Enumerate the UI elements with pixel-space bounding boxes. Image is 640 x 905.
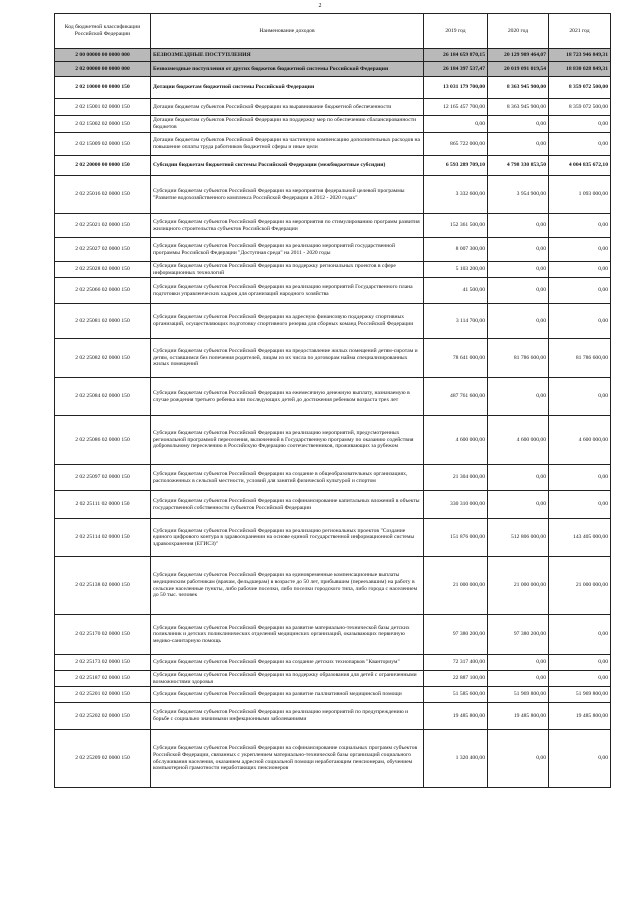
row-value-2020: 0,00	[488, 116, 549, 133]
row-code: 2 02 25016 02 0000 150	[55, 176, 151, 214]
row-value-2019: 78 641 000,00	[424, 339, 488, 378]
row-name: Субсидии бюджетам субъектов Российской Федерации на мероприятия федеральной целевой программы "Развитие водохозяйственного комплекса Российской Федерации в 2012 - 2020 годах"	[151, 176, 424, 214]
row-value-2019: 151 876 000,00	[424, 519, 488, 557]
table-row	[55, 519, 611, 557]
row-value-2019: 4 600 000,00	[424, 416, 488, 465]
row-name: БЕЗВОЗМЕЗДНЫЕ ПОСТУПЛЕНИЯ	[151, 49, 424, 62]
table-row	[55, 703, 611, 730]
table-row	[55, 62, 611, 77]
row-name: Субсидии бюджетам субъектов Российской Федерации на реализацию мероприятий государственной программы Российской Федерации "Доступная среда" на 2011 - 2020 годы	[151, 238, 424, 262]
table-row	[55, 214, 611, 238]
row-name: Субсидии бюджетам субъектов Российской Федерации на единовременные компенсационные выплаты медицинским работникам (врачам, фельдшерам) в возрасте до 50 лет, прибывшим (переехавшим) на работу в сельские населенные пункты, либо рабочие поселки, либо поселки городского типа, либо города с населением до 50 тыс. человек	[151, 557, 424, 615]
row-value-2021: 51 969 800,00	[549, 687, 611, 703]
header-code: Код бюджетной классификации Российской Федерации	[55, 14, 151, 49]
row-value-2021: 0,00	[549, 214, 611, 238]
table-body	[55, 49, 611, 788]
row-value-2019: 51 585 600,00	[424, 687, 488, 703]
table-row	[55, 99, 611, 116]
table-row	[55, 671, 611, 687]
table-row	[55, 465, 611, 491]
table-row	[55, 304, 611, 339]
table-row	[55, 557, 611, 615]
row-value-2020: 0,00	[488, 378, 549, 416]
row-code: 2 02 25170 02 0000 150	[55, 615, 151, 655]
row-value-2021: 0,00	[549, 116, 611, 133]
row-value-2021: 81 786 600,00	[549, 339, 611, 378]
row-name: Субсидии бюджетам субъектов Российской Федерации на ежемесячную денежную выплату, назначаемую в случае рождения третьего ребенка или последующих детей до достижения ребенком возраста трех лет	[151, 378, 424, 416]
row-value-2021: 143 405 000,00	[549, 519, 611, 557]
row-name: Субсидии бюджетам субъектов Российской Федерации на реализацию мероприятий Государственного плана подготовки управленческих кадров для организаций народного хозяйства	[151, 278, 424, 304]
row-value-2019: 865 722 000,00	[424, 133, 488, 156]
row-value-2020: 0,00	[488, 730, 549, 788]
row-value-2019: 26 184 659 870,15	[424, 49, 488, 62]
row-name: Дотации бюджетам субъектов Российской Федерации на выравнивание бюджетной обеспеченности	[151, 99, 424, 116]
row-name: Субсидии бюджетам субъектов Российской Федерации на создание в общеобразовательных организациях, расположенных в сельской местности, условий для занятий физической культурой и спортом	[151, 465, 424, 491]
row-value-2019: 1 320 400,00	[424, 730, 488, 788]
row-value-2019: 21 000 000,00	[424, 557, 488, 615]
row-name: Субсидии бюджетам субъектов Российской Федерации на софинансирование капитальных вложений в объекты государственной собственности субъектов Российской Федерации	[151, 491, 424, 519]
row-name: Субсидии бюджетам субъектов Российской Федерации на софинансирование социальных программ субъектов Российской Федерации, связанных с укреплением материально-технической базы организаций социального обслуживания населения, оказанием адресной социальной помощи неработающим пенсионерам, обучением компьютерной грамотности неработающих пенсионеров	[151, 730, 424, 788]
row-name: Субсидии бюджетам субъектов Российской Федерации на реализацию региональных проектов "Создание единого цифрового контура в здравоохранении на основе единой государственной информационной системы здравоохранения (ЕГИСЗ)"	[151, 519, 424, 557]
row-code: 2 02 25086 02 0000 150	[55, 416, 151, 465]
row-code: 2 02 25097 02 0000 150	[55, 465, 151, 491]
table-header-row	[55, 14, 611, 49]
row-value-2021: 0,00	[549, 671, 611, 687]
row-name: Субсидии бюджетам субъектов Российской Федерации на поддержку образования для детей с ограниченными возможностями здоровья	[151, 671, 424, 687]
header-2019: 2019 год	[424, 14, 488, 49]
row-code: 2 02 25138 02 0000 150	[55, 557, 151, 615]
row-code: 2 02 15001 02 0000 150	[55, 99, 151, 116]
row-code: 2 02 25081 02 0000 150	[55, 304, 151, 339]
row-value-2021: 0,00	[549, 262, 611, 278]
row-value-2021: 0,00	[549, 133, 611, 156]
row-code: 2 02 25114 02 0000 150	[55, 519, 151, 557]
row-code: 2 02 25111 02 0000 150	[55, 491, 151, 519]
row-name: Дотации бюджетам субъектов Российской Федерации на поддержку мер по обеспечению сбалансированности бюджетов	[151, 116, 424, 133]
row-value-2021: 18 723 946 849,31	[549, 49, 611, 62]
row-code: 2 02 25202 02 0000 150	[55, 703, 151, 730]
table-row	[55, 615, 611, 655]
table-row	[55, 49, 611, 62]
row-value-2019: 21 304 000,00	[424, 465, 488, 491]
row-code: 2 02 00000 00 0000 000	[55, 62, 151, 77]
row-name: Дотации бюджетам субъектов Российской Федерации на частичную компенсацию дополнительных расходов на повышение оплаты труда работников бюджетной сферы и иные цели	[151, 133, 424, 156]
row-value-2019: 152 361 500,00	[424, 214, 488, 238]
row-value-2020: 21 000 000,00	[488, 557, 549, 615]
row-value-2021: 18 830 028 849,31	[549, 62, 611, 77]
row-name: Субсидии бюджетам субъектов Российской Федерации на предоставление жилых помещений детям-сиротам и детям, оставшимся без попечения родителей, лицам из их числа по договорам найма специализированных жилых помещений	[151, 339, 424, 378]
row-code: 2 02 25209 02 0000 150	[55, 730, 151, 788]
row-value-2019: 3 332 600,00	[424, 176, 488, 214]
table-row	[55, 156, 611, 176]
row-value-2020: 0,00	[488, 262, 549, 278]
row-value-2020: 0,00	[488, 214, 549, 238]
row-value-2020: 51 969 800,00	[488, 687, 549, 703]
row-value-2019: 13 031 179 700,00	[424, 77, 488, 99]
row-value-2021: 0,00	[549, 465, 611, 491]
row-code: 2 02 10000 00 0000 150	[55, 77, 151, 99]
row-value-2020: 0,00	[488, 671, 549, 687]
row-code: 2 02 25187 02 0000 150	[55, 671, 151, 687]
row-value-2021: 4 004 835 672,10	[549, 156, 611, 176]
row-value-2020: 0,00	[488, 304, 549, 339]
row-value-2020: 8 363 945 900,00	[488, 77, 549, 99]
row-value-2021: 0,00	[549, 378, 611, 416]
row-value-2019: 72 317 400,00	[424, 655, 488, 671]
row-name: Субсидии бюджетам субъектов Российской Федерации на адресную финансовую поддержку спортивных организаций, осуществляющих подготовку спортивного резерва для сборных команд Российской Федерации	[151, 304, 424, 339]
row-code: 2 02 20000 00 0000 150	[55, 156, 151, 176]
table-row	[55, 655, 611, 671]
row-name: Субсидии бюджетам субъектов Российской Федерации на развитие паллиативной медицинской помощи	[151, 687, 424, 703]
row-name: Безвозмездные поступления от других бюджетов бюджетной системы Российской Федерации	[151, 62, 424, 77]
row-value-2020: 97 380 200,00	[488, 615, 549, 655]
table-row	[55, 262, 611, 278]
row-value-2020: 19 485 800,00	[488, 703, 549, 730]
row-value-2019: 97 380 200,00	[424, 615, 488, 655]
row-value-2020: 0,00	[488, 465, 549, 491]
table-row	[55, 416, 611, 465]
row-value-2020: 512 806 000,00	[488, 519, 549, 557]
row-value-2021: 8 359 072 500,00	[549, 99, 611, 116]
table-row	[55, 238, 611, 262]
row-value-2020: 0,00	[488, 238, 549, 262]
row-code: 2 02 25027 02 0000 150	[55, 238, 151, 262]
row-value-2019: 22 887 100,00	[424, 671, 488, 687]
row-value-2020: 0,00	[488, 278, 549, 304]
page-number: 2	[318, 3, 322, 9]
row-name: Субсидии бюджетам бюджетной системы Российской Федерации (межбюджетные субсидии)	[151, 156, 424, 176]
row-value-2019: 0,00	[424, 116, 488, 133]
row-code: 2 02 15002 02 0000 150	[55, 116, 151, 133]
row-code: 2 02 25066 02 0000 150	[55, 278, 151, 304]
row-code: 2 02 15009 02 0000 150	[55, 133, 151, 156]
row-value-2019: 12 165 457 700,00	[424, 99, 488, 116]
row-value-2021: 1 093 000,00	[549, 176, 611, 214]
table-row	[55, 339, 611, 378]
row-name: Субсидии бюджетам субъектов Российской Федерации на реализацию мероприятий по предупреждению и борьбе с социально значимыми инфекционными заболеваниями	[151, 703, 424, 730]
table-row	[55, 378, 611, 416]
table-row	[55, 730, 611, 788]
table-row	[55, 133, 611, 156]
table-row	[55, 687, 611, 703]
table-row	[55, 116, 611, 133]
row-value-2019: 330 310 000,00	[424, 491, 488, 519]
row-value-2021: 0,00	[549, 238, 611, 262]
header-2021: 2021 год	[549, 14, 611, 49]
header-2020: 2020 год	[488, 14, 549, 49]
row-code: 2 02 25021 02 0000 150	[55, 214, 151, 238]
row-value-2020: 20 019 091 019,54	[488, 62, 549, 77]
row-value-2020: 20 129 909 464,07	[488, 49, 549, 62]
row-value-2019: 41 500,00	[424, 278, 488, 304]
table-row	[55, 491, 611, 519]
row-name: Субсидии бюджетам субъектов Российской Федерации на создание детских технопарков "Кванториум"	[151, 655, 424, 671]
row-value-2019: 487 761 600,00	[424, 378, 488, 416]
row-value-2021: 19 485 800,00	[549, 703, 611, 730]
row-name: Субсидии бюджетам субъектов Российской Федерации на реализацию мероприятий, предусмотренных региональной программой переселения, включенной в Государственную программу по оказанию содействия добровольному переселению в Российскую Федерацию соотечественников, проживающих за рубежом	[151, 416, 424, 465]
row-value-2019: 8 007 300,00	[424, 238, 488, 262]
row-value-2021: 0,00	[549, 730, 611, 788]
row-code: 2 00 00000 00 0000 000	[55, 49, 151, 62]
row-value-2021: 0,00	[549, 278, 611, 304]
row-name: Субсидии бюджетам субъектов Российской Федерации на поддержку региональных проектов в сфере информационных технологий	[151, 262, 424, 278]
row-name: Субсидии бюджетам субъектов Российской Федерации на мероприятия по стимулированию программ развития жилищного строительства субъектов Российской Федерации	[151, 214, 424, 238]
row-code: 2 02 25028 02 0000 150	[55, 262, 151, 278]
row-value-2019: 3 114 700,00	[424, 304, 488, 339]
row-value-2020: 4 600 000,00	[488, 416, 549, 465]
header-name: Наименование доходов	[151, 14, 424, 49]
row-value-2019: 6 593 289 709,10	[424, 156, 488, 176]
row-value-2020: 0,00	[488, 133, 549, 156]
row-code: 2 02 25201 02 0000 150	[55, 687, 151, 703]
row-code: 2 02 25082 02 0000 150	[55, 339, 151, 378]
row-value-2021: 4 600 000,00	[549, 416, 611, 465]
row-code: 2 02 25173 02 0000 150	[55, 655, 151, 671]
row-value-2021: 0,00	[549, 615, 611, 655]
table-row	[55, 278, 611, 304]
table-row	[55, 176, 611, 214]
row-code: 2 02 25084 02 0000 150	[55, 378, 151, 416]
row-value-2021: 0,00	[549, 655, 611, 671]
row-value-2019: 19 485 800,00	[424, 703, 488, 730]
row-value-2020: 4 798 330 853,50	[488, 156, 549, 176]
revenue-table	[54, 13, 611, 788]
row-value-2020: 0,00	[488, 491, 549, 519]
row-value-2019: 5 103 200,00	[424, 262, 488, 278]
row-value-2020: 0,00	[488, 655, 549, 671]
row-value-2021: 0,00	[549, 491, 611, 519]
row-value-2021: 8 359 072 500,00	[549, 77, 611, 99]
row-value-2021: 21 000 000,00	[549, 557, 611, 615]
table-row	[55, 77, 611, 99]
row-value-2021: 0,00	[549, 304, 611, 339]
row-value-2020: 81 786 600,00	[488, 339, 549, 378]
row-name: Субсидии бюджетам субъектов Российской Федерации на развитие материально-технической базы детских поликлиник и детских поликлинических отделений медицинских организаций, оказывающих первичную медико-санитарную помощь	[151, 615, 424, 655]
row-value-2020: 8 363 945 900,00	[488, 99, 549, 116]
row-name: Дотации бюджетам бюджетной системы Российской Федерации	[151, 77, 424, 99]
row-value-2019: 26 184 397 537,47	[424, 62, 488, 77]
row-value-2020: 3 954 900,00	[488, 176, 549, 214]
